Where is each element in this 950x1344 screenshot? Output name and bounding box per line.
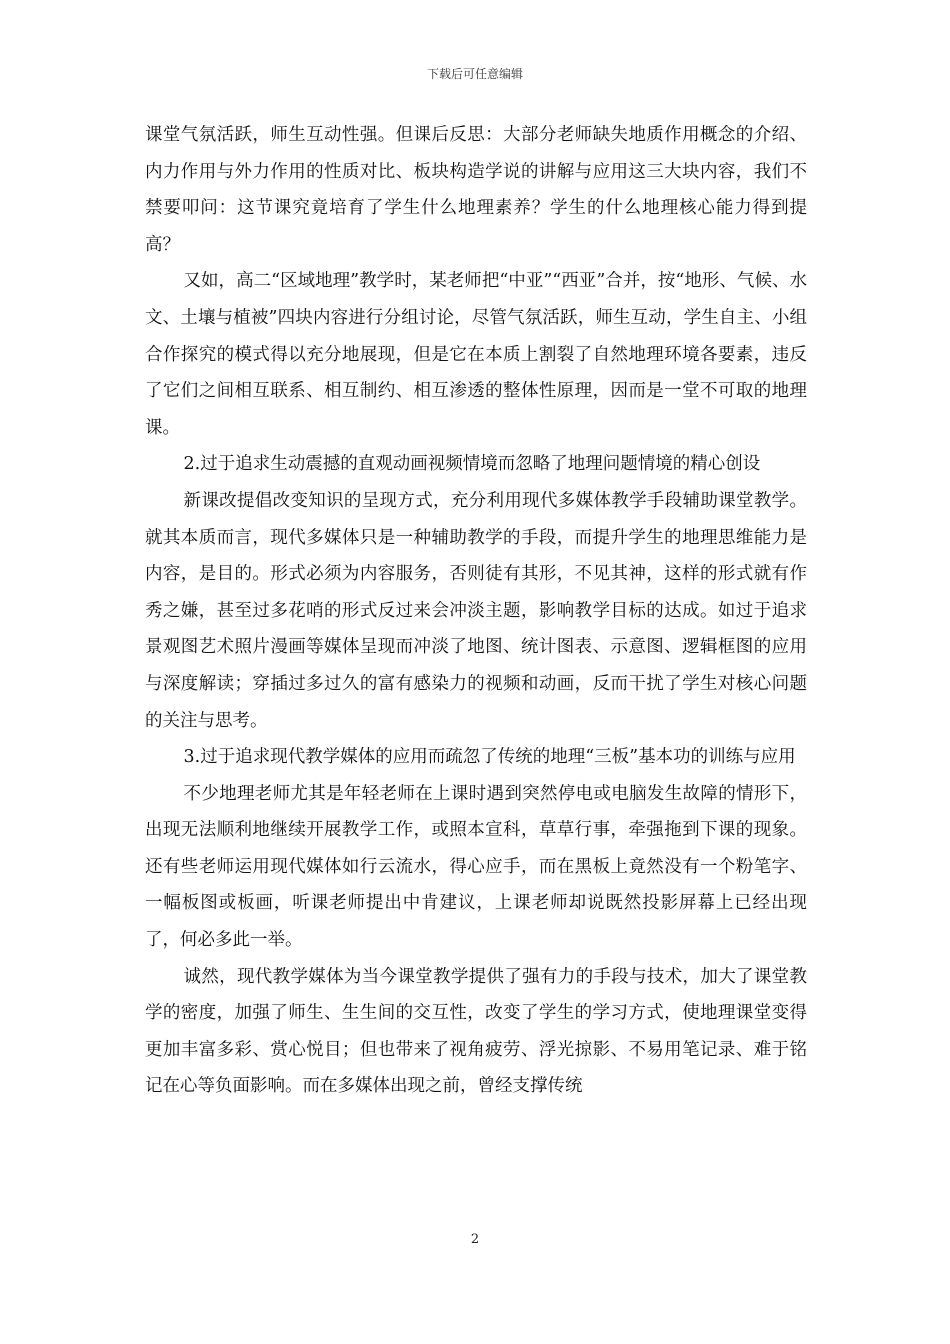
section-heading-2: 2.过于追求生动震撼的直观动画视频情境而忽略了地理问题情境的精心创设	[183, 454, 761, 475]
paragraph-example: 又如，高二“区域地理”教学时，某老师把“中亚”“西亚”合并，按“地形、气候、水文、土壤与植被”四块内容进行分组讨论，尽管气氛活跃，师生互动，学生自主、小组合作探究的模式得以充分地展现，但是它在本质上割裂了自然地理环境各要素，违反了它们之间相互联系、相互制约、相互渗透的整体性原理，因而是一堂不可取的地理课。	[145, 271, 807, 438]
paragraph-conclusion: 诚然，现代教学媒体为当今课堂教学提供了强有力的手段与技术，加大了课堂教学的密度，加强了师生、生生间的交互性，改变了学生的学习方式，使地理课堂变得更加丰富多彩、赏心悦目；但也带来了视角疲劳、浮光掠影、不易用笔记录、难于铭记在心等负面影响。而在多媒体出现之前，曾经支撑传统	[145, 966, 807, 1097]
paragraph-power-outage: 不少地理老师尤其是年轻老师在上课时遇到突然停电或电脑发生故障的情形下，出现无法顺利地继续开展教学工作，或照本宣科，草草行事，牵强拖到下课的现象。还有些老师运用现代媒体如行云流水，得心应手，而在黑板上竟然没有一个粉笔字、一幅板图或板画，听课老师提出中肯建议，上课老师却说既然投影屏幕上已经出现了，何必多此一举。	[145, 783, 807, 951]
section-heading-3: 3.过于追求现代教学媒体的应用而疏忽了传统的地理“三板”基本功的训练与应用	[183, 747, 796, 768]
paragraph-continuation: 课堂气氛活跃，师生互动性强。但课后反思：大部分老师缺失地质作用概念的介绍、内力作用与外力作用的性质对比、板块构造学说的讲解与应用这三大块内容，我们不禁要叩问：这节课究竟培育了学生什么地理素养？学生的什么地理核心能力得到提高？	[145, 125, 807, 255]
page-header: 下载后可任意编辑	[426, 67, 523, 81]
document-body	[145, 117, 807, 1105]
paragraph-multimedia: 新课改提倡改变知识的呈现方式，充分利用现代多媒体教学手段辅助课堂教学。就其本质而言，现代多媒体只是一种辅助教学的手段，而提升学生的地理思维能力是内容，是目的。形式必须为内容服务，否则徒有其形，不见其神，这样的形式就有作秀之嫌，甚至过多花哨的形式反过来会冲淡主题，影响教学目标的达成。如过于追求景观图艺术照片漫画等媒体呈现而冲淡了地图、统计图表、示意图、逻辑框图的应用与深度解读；穿插过多过久的富有感染力的视频和动画，反而干扰了学生对核心问题的关注与思考。	[145, 490, 807, 731]
page-number: 2	[470, 1232, 480, 1247]
